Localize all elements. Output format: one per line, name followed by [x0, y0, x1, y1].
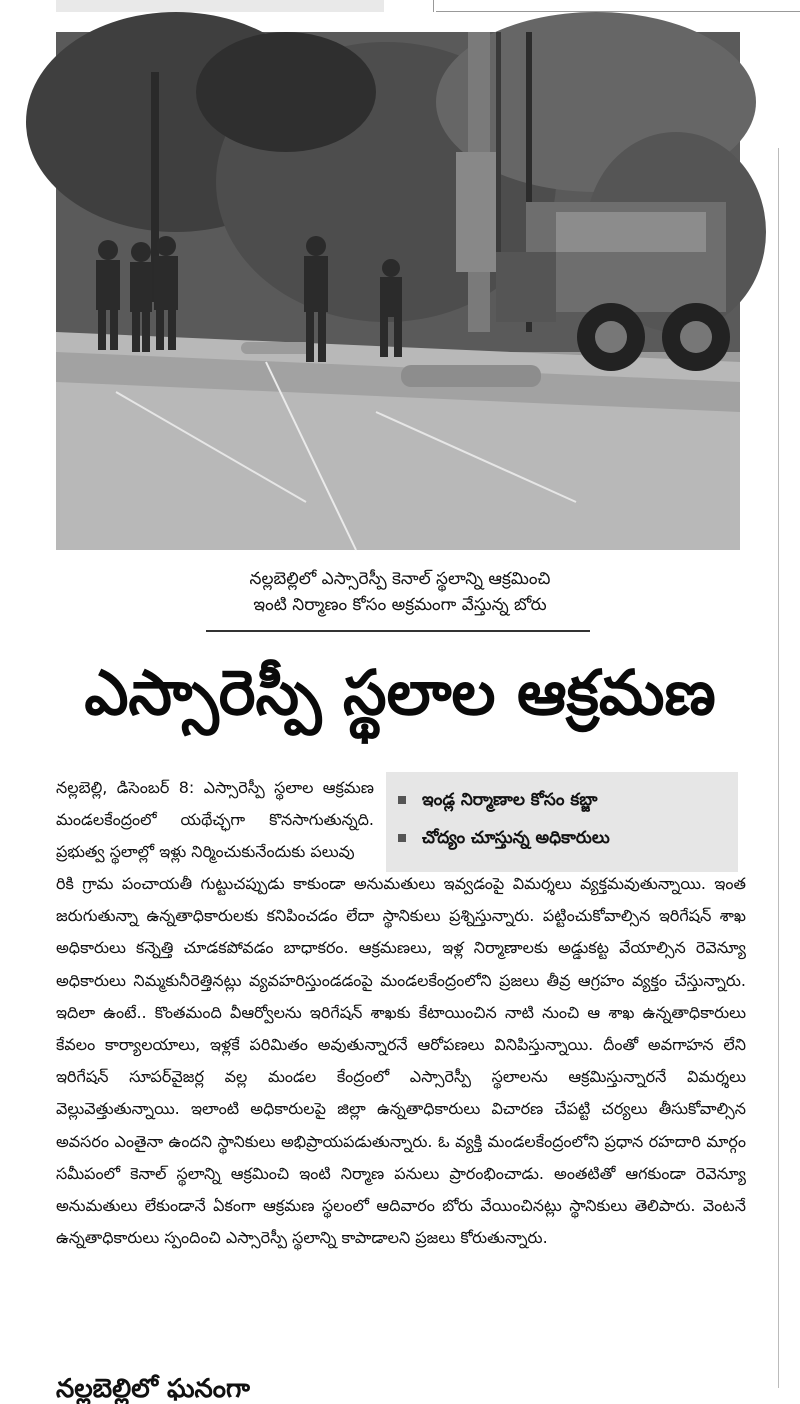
- next-headline-text: నల్లబెల్లిలో ఘనంగా: [56, 1374, 250, 1404]
- section-rule: [436, 11, 800, 12]
- next-article-headline: [56, 1374, 496, 1404]
- highlights-box: [386, 772, 738, 872]
- article-headline: ఎస్సారెస్పీ స్థలాల ఆక్రమణ: [84, 656, 716, 729]
- article-body: [56, 868, 746, 1254]
- photo-caption: [160, 566, 640, 618]
- square-bullet-icon: [398, 796, 406, 804]
- column-divider: [433, 0, 434, 12]
- highlight-item: [398, 790, 597, 814]
- previous-column-strip: [56, 0, 384, 12]
- right-column-rule: [778, 148, 779, 1388]
- news-photo: [56, 32, 740, 550]
- highlight-text: ఇండ్ల నిర్మాణాల కోసం కబ్జా: [422, 790, 598, 810]
- body-paragraph: రికి గ్రామ పంచాయతీ గుట్టుచప్పుడు కాకుండా అనుమతులు ఇవ్వడంపై విమర్శలు వ్యక్తమవుతున్నాయి. ఇంత జరుగుతున్నా ఉన్నతాధికారులకు కనిపించడం లేదా స్థానికులు ప్రశ్నిస్తున్నారు. పట్టించుకోవాల్సిన ఇరిగేషన్‌ శాఖ అధికారులు కన్నెత్తి చూడకపోవడం బాధాకరం. ఆక్రమణలు, ఇళ్ల నిర్మాణాలకు అడ్డుకట్ట వేయాల్సిన రెవెన్యూ అధికారులు నిమ్మకునీరెత్తినట్లు వ్యవహరిస్తుండడంపై మండలకేంద్రంలోని ప్రజలు తీవ్ర ఆగ్రహం వ్యక్తం చేస్తున్నారు. ఇదిలా ఉంటే.. కొంతమంది వీఆర్వోలను ఇరిగేషన్‌ శాఖకు కేటాయించిన నాటి నుంచి ఆ శాఖ ఉన్నతాధికారులు కేవలం కార్యాలయాలు, ఇళ్లకే పరిమితం అవుతున్నారనే ఆరోపణలు వినిపిస్తున్నాయి. దీంతో అవగాహన లేని ఇరిగేషన్‌ సూపర్‌వైజర్ల వల్ల మండల కేంద్రంలో ఎస్సారెస్పీ స్థలాలను ఆక్రమిస్తున్నారనే విమర్శలు వెల్లువెత్తుతున్నాయి. ఇలాంటి అధికారులపై జిల్లా ఉన్నతాధికారులు విచారణ చేపట్టి చర్యలు తీసుకోవాల్సిన అవసరం ఎంతైనా ఉందని స్థానికులు అభిప్రాయపడుతున్నారు. ఓ వ్యక్తి మండలకేంద్రంలోని ప్రధాన రహదారి మార్గం సమీపంలో కెనాల్‌ స్థలాన్ని ఆక్రమించి ఇంటి నిర్మాణ పనులు ప్రారంభించాడు. అంతటితో ఆగకుండా రెవెన్యూ అనుమతులు లేకుండానే ఏకంగా ఆక్రమణ స్థలంలో ఆదివారం బోరు వేయించినట్లు స్థానికులు తెలిపారు. వెంటనే ఉన్నతాధికారులు స్పందించి ఎస్సారెస్పీ స్థలాన్ని కాపాడాలని ప్రజలు కోరుతున్నారు.: [56, 874, 746, 1248]
- highlight-text: చోద్యం చూస్తున్న అధికారులు: [422, 828, 610, 848]
- caption-line-1: నల్లబెల్లిలో ఎస్సారెస్పీ కెనాల్‌ స్థలాన్ని ఆక్రమించి: [249, 569, 551, 589]
- caption-line-2: ఇంటి నిర్మాణం కోసం అక్రమంగా వేస్తున్న బోరు: [253, 595, 547, 615]
- highlight-item: [398, 828, 610, 852]
- square-bullet-icon: [398, 834, 406, 842]
- caption-underline: [206, 630, 590, 632]
- lead-paragraph: నల్లబెల్లి, డిసెంబర్‌ 8: ఎస్సారెస్పీ స్థలాల ఆక్రమణ మండలకేంద్రంలో యథేచ్ఛగా కొనసాగుతున్నది. ప్రభుత్వ స్థలాల్లో ఇళ్లు నిర్మించుకునేందుకు పలువు: [56, 778, 374, 861]
- article-lead: [56, 772, 374, 868]
